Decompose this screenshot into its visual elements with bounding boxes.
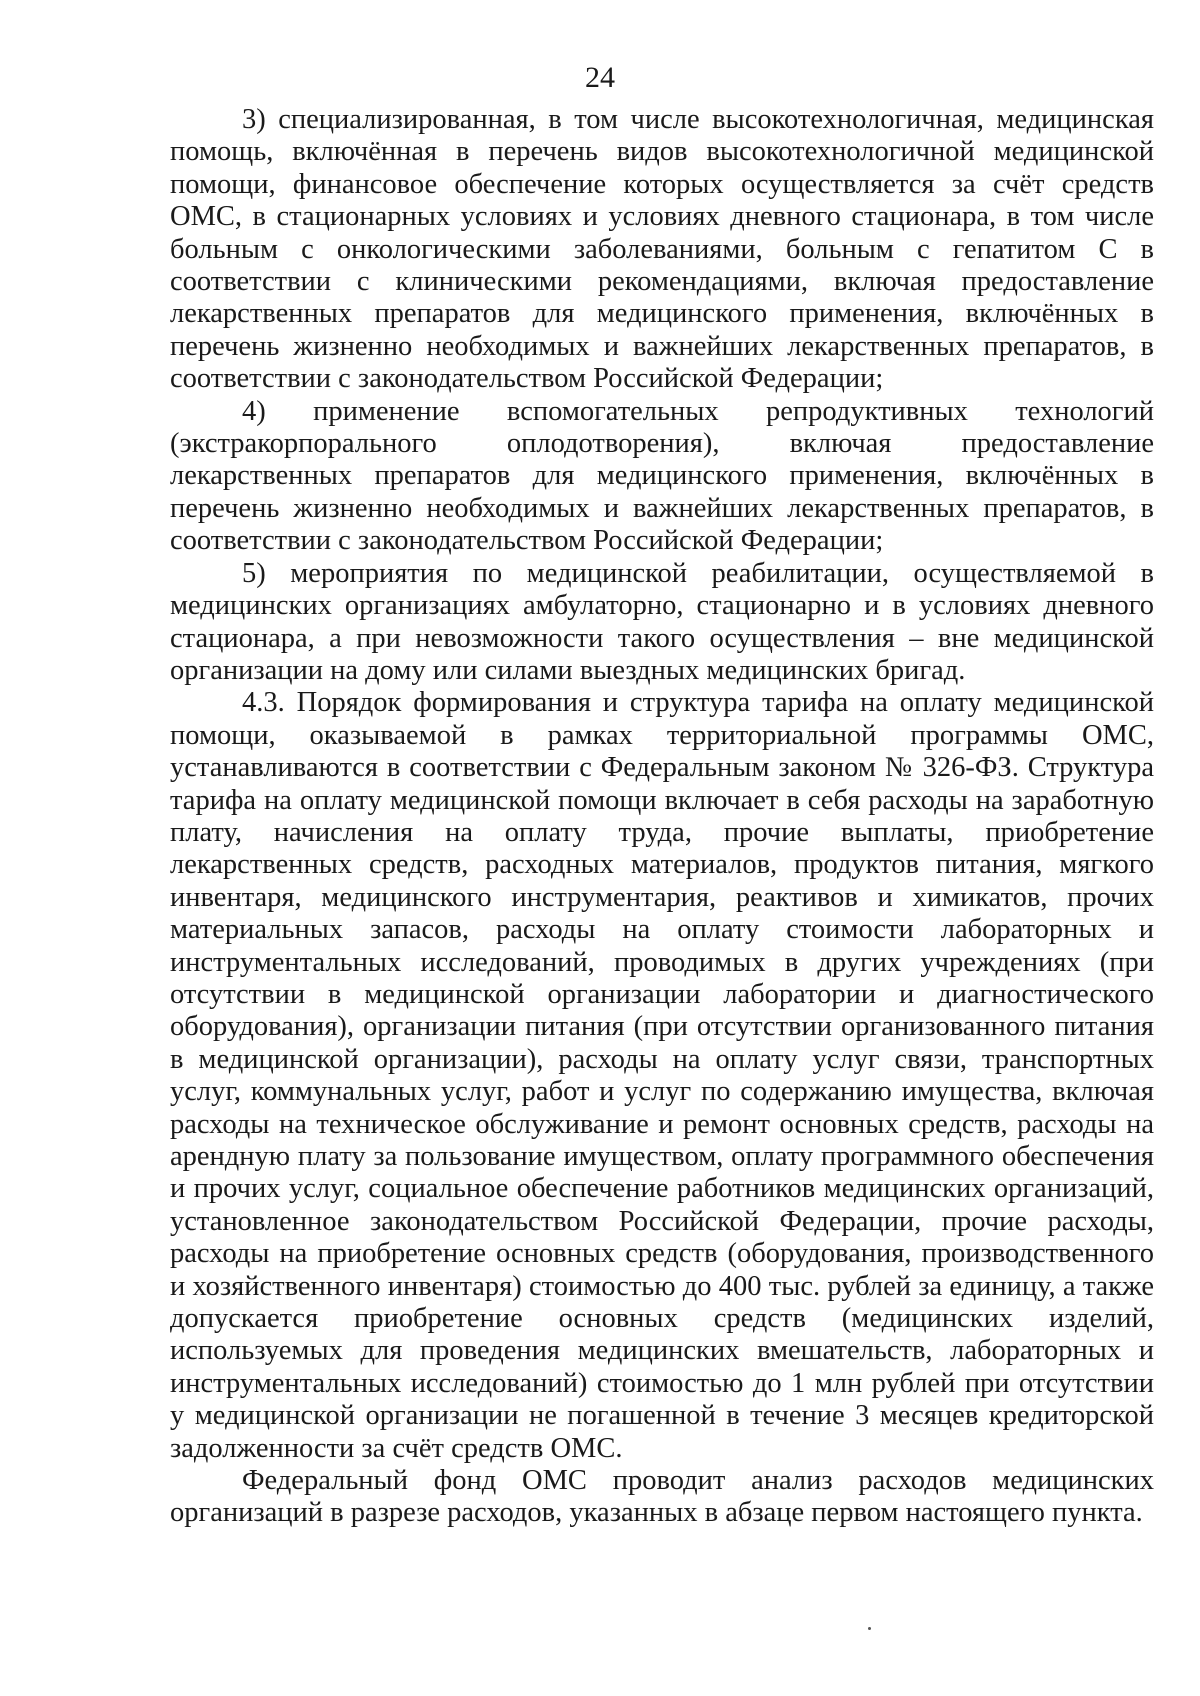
paragraph-item-5: 5) мероприятия по медицинской реабилитации, осуществляемой в медицинских организациях амбулаторно, стационарно и в условиях дневного стационара, а при невозможности такого осуществления – вне медицинской организации на дому или силами выездных медицинских бригад. [170,557,1154,686]
paragraph-federal-fund-analysis: Федеральный фонд ОМС проводит анализ расходов медицинских организаций в разрезе расходов, указанных в абзаце первом настоящего пункта. [170,1465,1154,1529]
page-number: 24 [585,61,615,94]
document-body [170,104,1154,1530]
paragraph-tariff-structure: 4.3. Порядок формирования и структура тарифа на оплату медицинской помощи, оказываемой в рамках территориальной программы ОМС, устанавливаются в соответствии с Федеральным законом № 326-ФЗ. Структура тарифа на оплату медицинской помощи включает в себя расходы на заработную плату, начисления на оплату труда, прочие выплаты, приобретение лекарственных средств, расходных материалов, продуктов питания, мягкого инвентаря, медицинского инструментария, реактивов и химикатов, прочих материальных запасов, расходы на оплату стоимости лабораторных и инструментальных исследований, проводимых в других учреждениях (при отсутствии в медицинской организации лаборатории и диагностического оборудования), организации питания (при отсутствии организованного питания в медицинской организации), расходы на оплату услуг связи, транспортных услуг, коммунальных услуг, работ и услуг по содержанию имущества, включая расходы на техническое обслуживание и ремонт основных средств, расходы на арендную плату за пользование имуществом, оплату программного обеспечения и прочих услуг, социальное обеспечение работников медицинских организаций, установленное законодательством Российской Федерации, прочие расходы, расходы на приобретение основных средств (оборудования, производственного и хозяйственного инвентаря) стоимостью до 400 тыс. рублей за единицу, а также допускается приобретение основных средств (медицинских изделий, используемых для проведения медицинских вмешательств, лабораторных и инструментальных исследований) стоимостью до 1 млн рублей при отсутствии у медицинской организации не погашенной в течение 3 месяцев кредиторской задолженности за счёт средств ОМС. [170,687,1154,1464]
scan-speck [868,1627,871,1630]
paragraph-item-4: 4) применение вспомогательных репродуктивных технологий (экстракорпорального оплодотворения), включая предоставление лекарственных препаратов для медицинского применения, включённых в перечень жизненно необходимых и важнейших лекарственных препаратов, в соответствии с законодательством Российской Федерации; [170,395,1154,557]
paragraph-item-3: 3) специализированная, в том числе высокотехнологичная, медицинская помощь, включённая в перечень видов высокотехнологичной медицинской помощи, финансовое обеспечение которых осуществляется за счёт средств ОМС, в стационарных условиях и условиях дневного стационара, в том числе больным с онкологическими заболеваниями, больным с гепатитом С в соответствии с клиническими рекомендациями, включая предоставление лекарственных препаратов для медицинского применения, включённых в перечень жизненно необходимых и важнейших лекарственных препаратов, в соответствии с законодательством Российской Федерации; [170,104,1154,395]
